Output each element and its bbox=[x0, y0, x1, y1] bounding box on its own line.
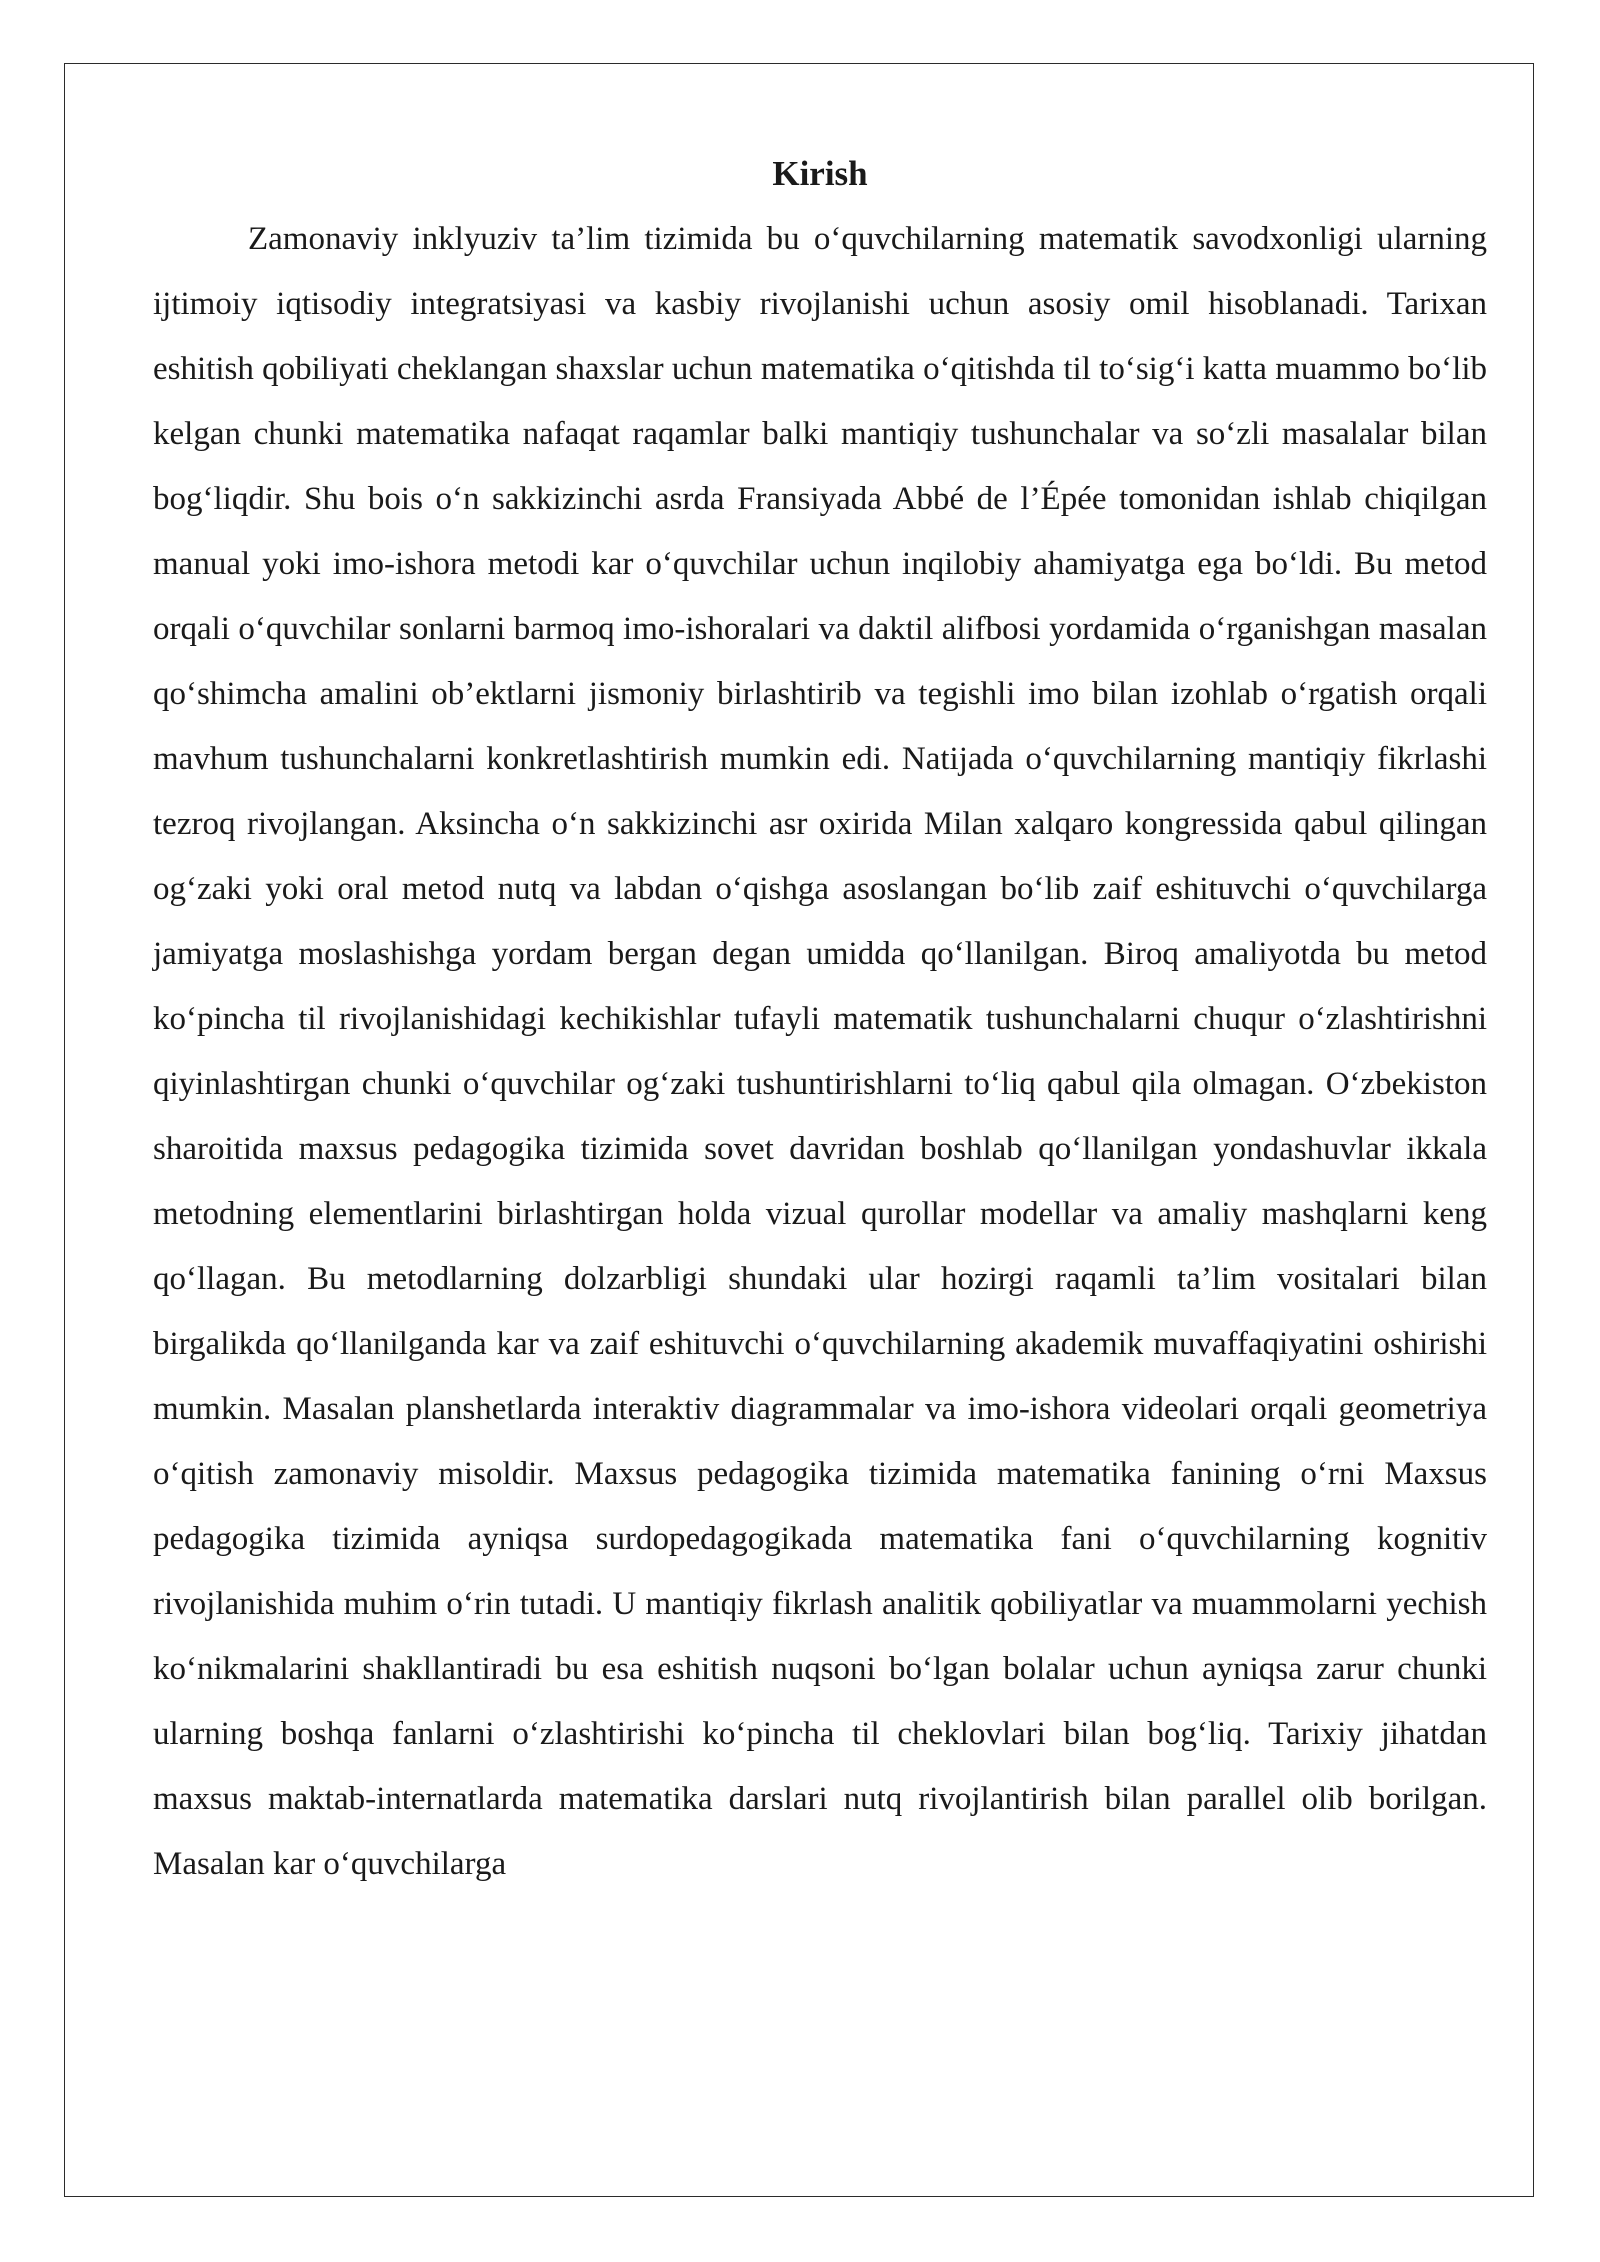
page-title: Kirish bbox=[772, 154, 868, 193]
body-paragraph: Zamonaviy inklyuziv ta’lim tizimida bu o‘quvchilarning matematik savodxonligi ularning ijtimoiy iqtisodiy integratsiyasi va kasbiy rivojlanishi uchun asosiy omil hisoblanadi. Tarixan eshitish qobiliyati cheklangan shaxslar uchun matematika o‘qitishda til to‘sig‘i katta muammo bo‘lib kelgan chunki matematika nafaqat raqamlar balki mantiqiy tushunchalar va so‘zli masalalar bilan bog‘liqdir. Shu bois o‘n sakkizinchi asrda Fransiyada Abbé de l’Épée tomonidan ishlab chiqilgan manual yoki imo-ishora metodi kar o‘quvchilar uchun inqilobiy ahamiyatga ega bo‘ldi. Bu metod orqali o‘quvchilar sonlarni barmoq imo-ishoralari va daktil alifbosi yordamida o‘rganishgan masalan qo‘shimcha amalini ob’ektlarni jismoniy birlashtirib va tegishli imo bilan izohlab o‘rgatish orqali mavhum tushunchalarni konkretlashtirish mumkin edi. Natijada o‘quvchilarning mantiqiy fikrlashi tezroq rivojlangan. Aksincha o‘n sakkizinchi asr oxirida Milan xalqaro kongressida qabul qilingan og‘zaki yoki oral metod nutq va labdan o‘qishga asoslangan bo‘lib zaif eshituvchi o‘quvchilarga jamiyatga moslashishga yordam bergan degan umidda qo‘llanilgan. Biroq amaliyotda bu metod ko‘pincha til rivojlanishidagi kechikishlar tufayli matematik tushunchalarni chuqur o‘zlashtirishni qiyinlashtirgan chunki o‘quvchilar og‘zaki tushuntirishlarni to‘liq qabul qila olmagan. O‘zbekiston sharoitida maxsus pedagogika tizimida sovet davridan boshlab qo‘llanilgan yondashuvlar ikkala metodning elementlarini birlashtirgan holda vizual qurollar modellar va amaliy mashqlarni keng qo‘llagan. Bu metodlarning dolzarbligi shundaki ular hozirgi raqamli ta’lim vositalari bilan birgalikda qo‘llanilganda kar va zaif eshituvchi o‘quvchilarning akademik muvaffaqiyatini oshirishi mumkin. Masalan planshetlarda interaktiv diagrammalar va imo-ishora videolari orqali geometriya o‘qitish zamonaviy misoldir. Maxsus pedagogika tizimida matematika fanining o‘rni Maxsus pedagogika tizimida ayniqsa surdopedagogikada matematika fani o‘quvchilarning kognitiv rivojlanishida muhim o‘rin tutadi. U mantiqiy fikrlash analitik qobiliyatlar va muammolarni yechish ko‘nikmalarini shakllantiradi bu esa eshitish nuqsoni bo‘lgan bolalar uchun ayniqsa zarur chunki ularning boshqa fanlarni o‘zlashtirishi ko‘pincha til cheklovlari bilan bog‘liq. Tarixiy jihatdan maxsus maktab-internatlarda matematika darslari nutq rivojlantirish bilan parallel olib borilgan. Masalan kar o‘quvchilarga bbox=[153, 221, 1487, 1882]
